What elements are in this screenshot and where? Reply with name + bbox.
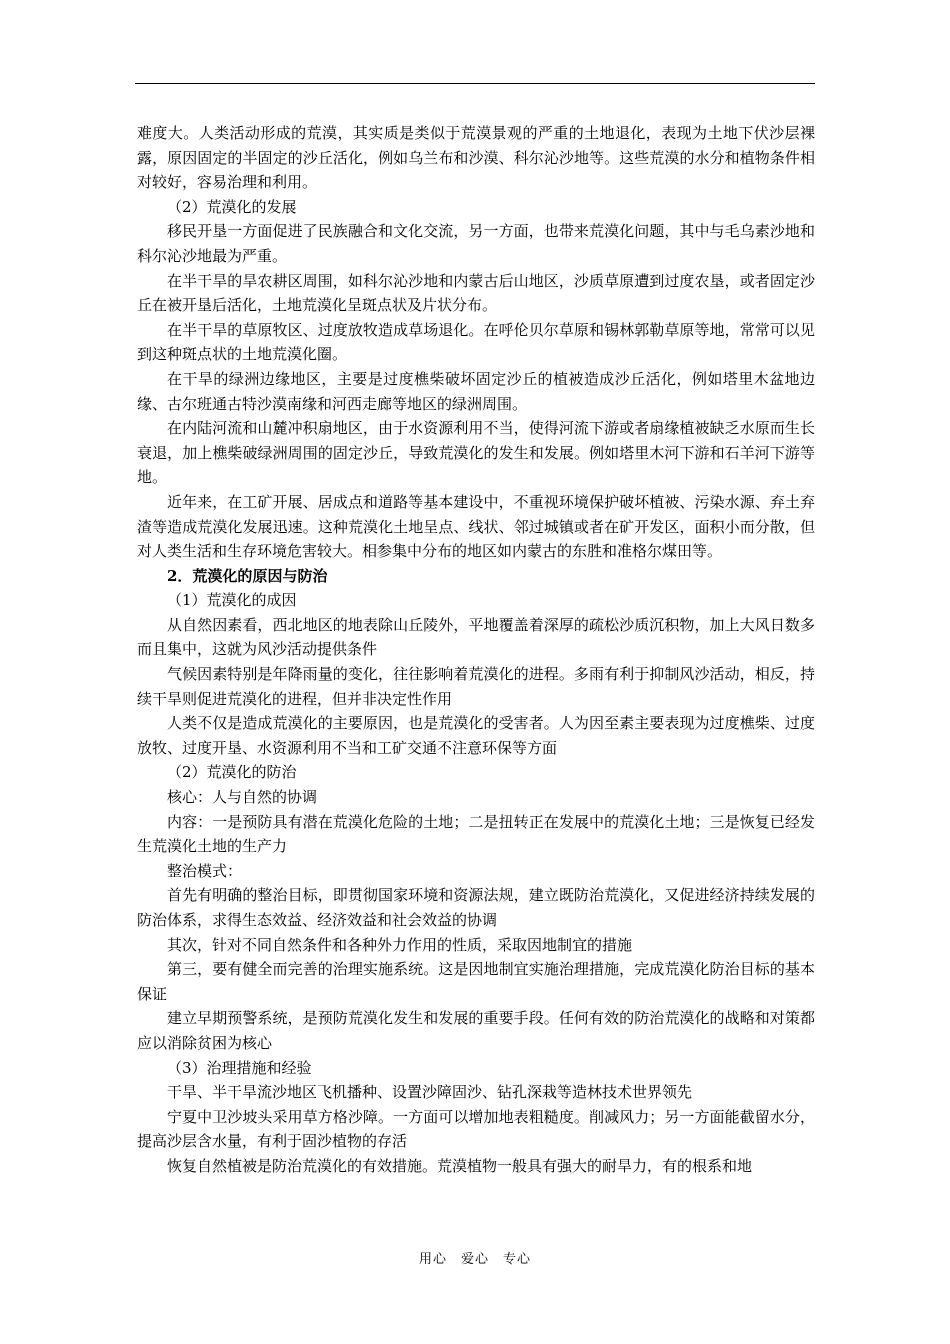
subsection-heading: （3）治理措施和经验 [167,1058,312,1077]
paragraph: 内容：一是预防具有潜在荒漠化危险的土地；二是扭转正在发展中的荒漠化土地；三是恢复已经发生荒漠化土地的生产力 [137,812,815,856]
paragraph: 难度大。人类活动形成的荒漠，其实质是类似于荒漠景观的严重的土地退化，表现为土地下伏沙层裸露，原因固定的半固定的沙丘活化，例如乌兰布和沙漠、科尔沁沙地等。这些荒漠的水分和植物条件相对较好，容易治理和利用。 [137,124,815,192]
paragraph: 在半干旱的草原牧区、过度放牧造成草场退化。在呼伦贝尔草原和锡林郭勒草原等地，常常可以见到这种斑点状的土地荒漠化圈。 [137,320,815,364]
paragraph: 宁夏中卫沙坡头采用草方格沙障。一方面可以增加地表粗糙度。削减风力；另一方面能截留水分，提高沙层含水量，有利于固沙植物的存活 [137,1107,815,1151]
section-heading: 2．荒漠化的原因与防治 [167,566,328,585]
paragraph: 在内陆河流和山麓冲积扇地区，由于水资源利用不当，使得河流下游或者扇缘植被缺乏水原而生长衰退，加上樵柴破绿洲周围的固定沙丘，导致荒漠化的发生和发展。例如塔里木河下游和石羊河下游等地。 [137,419,815,487]
paragraph: 移民开垦一方面促进了民族融合和文化交流，另一方面，也带来荒漠化问题，其中与毛乌素沙地和科尔沁沙地最为严重。 [137,222,815,265]
subsection-heading: （2）荒漠化的发展 [167,197,297,216]
page-footer: 用心 爱心 专心 [418,1252,531,1267]
paragraph: 气候因素特别是年降雨量的变化，往往影响着荒漠化的进程。多雨有利于抑制风沙活动，相反，持续干旱则促进荒漠化的进程，但并非决定性作用 [137,665,815,708]
paragraph: 建立早期预警系统，是预防荒漠化发生和发展的重要手段。任何有效的防治荒漠化的战略和对策都应以消除贫困为核心 [137,1009,815,1052]
paragraph: 从自然因素看，西北地区的地表除山丘陵外，平地覆盖着深厚的疏松沙质沉积物，加上大风日数多而且集中，这就为风沙活动提供条件 [137,615,815,659]
paragraph: 在半干旱的旱农耕区周围，如科尔沁沙地和内蒙古后山地区，沙质草原遭到过度农垦，或者固定沙丘在被开垦后活化，土地荒漠化呈斑点状及片状分布。 [137,271,815,315]
subsection-heading: （2）荒漠化的防治 [167,763,297,782]
paragraph: 恢复自然植被是防治荒漠化的有效措施。荒漠植物一般具有强大的耐旱力，有的根系和地 [167,1156,753,1175]
paragraph: 核心：人与自然的协调 [167,788,318,807]
subsection-heading: （1）荒漠化的成因 [167,591,297,610]
paragraph: 人类不仅是造成荒漠化的主要原因，也是荒漠化的受害者。人为因至素主要表现为过度樵柴、过度放牧、过度开垦、水资源利用不当和工矿交通不注意环保等方面 [137,714,815,757]
paragraph: 整治模式： [167,861,243,880]
paragraph: 首先有明确的整治目标，即贯彻国家环境和资源法规，建立既防治荒漠化，又促进经济持续发展的防治体系，求得生态效益、经济效益和社会效益的协调 [137,886,815,929]
document-body [137,121,815,1179]
paragraph: 第三，要有健全而完善的治理实施系统。这是因地制宜实施治理措施，完成荒漠化防治目标的基本保证 [137,960,815,1003]
paragraph: 在干旱的绿洲边缘地区，主要是过度樵柴破坏固定沙丘的植被造成沙丘活化，例如塔里木盆地边缘、古尔班通古特沙漠南缘和河西走廊等地区的绿洲周围。 [137,369,815,413]
paragraph: 其次，针对不同自然条件和各种外力作用的性质，采取因地制宜的措施 [167,935,633,954]
paragraph: 干旱、半干旱流沙地区飞机播种、设置沙障固沙、钻孔深栽等造林技术世界领先 [167,1083,693,1102]
paragraph: 近年来，在工矿开展、居成点和道路等基本建设中，不重视环境保护破坏植被、污染水源、弃土弃渣等造成荒漠化发展迅速。这种荒漠化土地呈点、线状、邻过城镇或者在矿开发区，面积小而分散，但对人类生活和生存环境危害较大。相参集中分布的地区如内蒙古的东胜和准格尔煤田等。 [137,492,815,561]
header-rule [135,83,815,84]
